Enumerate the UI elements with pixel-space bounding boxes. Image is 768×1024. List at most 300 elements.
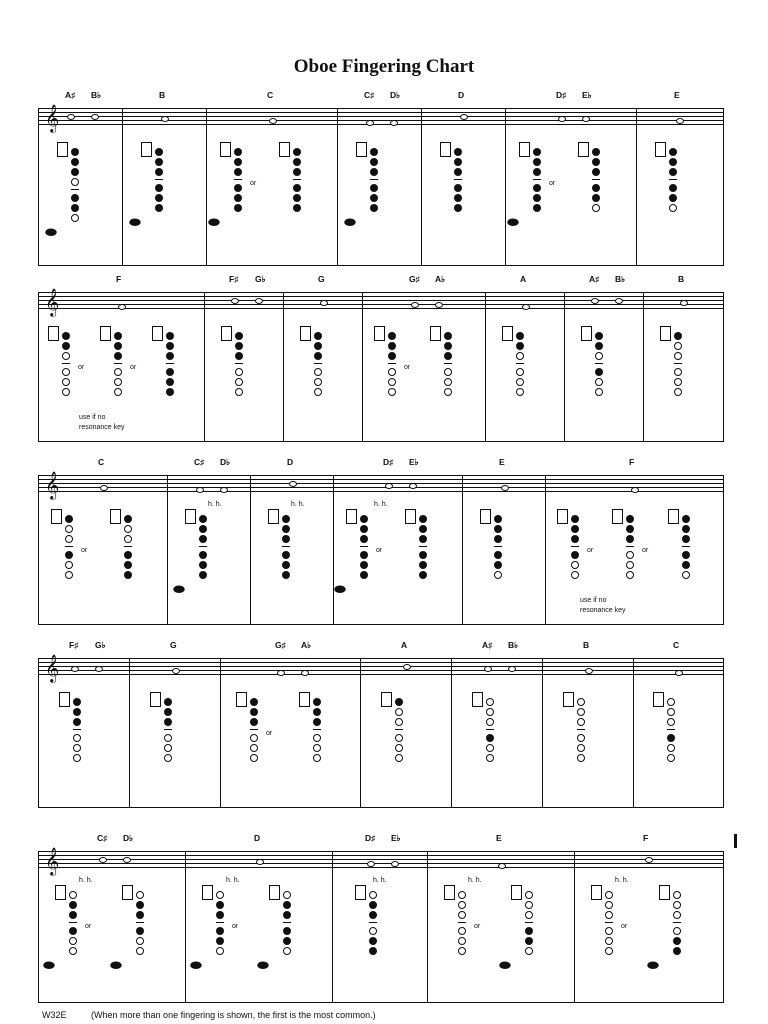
note-name: C♯ (97, 833, 108, 843)
staff-line (334, 483, 462, 484)
staff-line (221, 670, 360, 671)
closed-hole-icon (155, 204, 163, 212)
half-hole-label: h. h. (615, 877, 629, 884)
closed-hole-icon (369, 901, 377, 909)
staff-line (546, 479, 723, 480)
low-key-icon: ⬬ (344, 215, 356, 231)
closed-hole-icon (235, 342, 243, 350)
whole-note-icon (99, 857, 107, 863)
note-cell (333, 833, 428, 1002)
whole-note-icon (460, 114, 468, 120)
closed-hole-icon (216, 937, 224, 945)
low-key-icon: ⬬ (190, 958, 202, 974)
open-hole-icon (667, 744, 675, 752)
hand-divider (283, 922, 291, 923)
hand-divider (595, 363, 603, 364)
closed-hole-icon (293, 168, 301, 176)
resonance-note: use if no (79, 414, 106, 421)
open-hole-icon (235, 388, 243, 396)
octave-key-icon (48, 326, 59, 341)
staff-line (207, 112, 337, 113)
note-cell (39, 274, 205, 441)
chart-row (38, 274, 724, 442)
hand-divider (62, 363, 70, 364)
staff-line (205, 292, 283, 293)
staff-line (130, 666, 220, 667)
low-key-icon: ⬬ (110, 958, 122, 974)
treble-clef-icon: 𝄞 (45, 847, 60, 875)
closed-hole-icon (164, 698, 172, 706)
staff-line (637, 124, 723, 125)
closed-hole-icon (682, 515, 690, 523)
closed-hole-icon (682, 551, 690, 559)
whole-note-icon (591, 298, 599, 304)
note-name: F (116, 274, 122, 284)
staff-line (334, 475, 462, 476)
closed-hole-icon (216, 927, 224, 935)
note-name: D♯ (383, 457, 394, 467)
hand-divider (577, 729, 585, 730)
closed-hole-icon (525, 937, 533, 945)
closed-hole-icon (669, 184, 677, 192)
octave-key-icon (591, 885, 602, 900)
open-hole-icon (667, 754, 675, 762)
closed-hole-icon (69, 927, 77, 935)
hand-divider (419, 546, 427, 547)
half-hole-label: h. h. (468, 877, 482, 884)
low-key-icon: ⬬ (257, 958, 269, 974)
octave-key-icon (660, 326, 671, 341)
octave-key-icon (578, 142, 589, 157)
staff-line (168, 479, 250, 480)
whole-note-icon (676, 118, 684, 124)
closed-hole-icon (65, 515, 73, 523)
closed-hole-icon (494, 561, 502, 569)
page-title: Oboe Fingering Chart (293, 56, 475, 77)
open-hole-icon (458, 947, 466, 955)
staff-line (506, 120, 636, 121)
closed-hole-icon (283, 927, 291, 935)
staff-line (575, 851, 723, 852)
closed-hole-icon (533, 194, 541, 202)
whole-note-icon (390, 120, 398, 126)
open-hole-icon (525, 891, 533, 899)
staff-line (363, 304, 485, 305)
closed-hole-icon (360, 535, 368, 543)
octave-key-icon (57, 142, 68, 157)
hand-divider (486, 729, 494, 730)
staff (565, 292, 643, 312)
staff-line (637, 112, 723, 113)
open-hole-icon (525, 947, 533, 955)
whole-note-icon (435, 302, 443, 308)
whole-note-icon (301, 670, 309, 676)
staff-line (39, 292, 204, 293)
half-hole-label: h. h. (208, 501, 222, 508)
open-hole-icon (605, 901, 613, 909)
whole-note-icon (366, 120, 374, 126)
closed-hole-icon (494, 535, 502, 543)
closed-hole-icon (516, 332, 524, 340)
resonance-note: resonance key (79, 424, 125, 431)
staff-line (422, 108, 505, 109)
staff-line (565, 308, 643, 309)
octave-key-icon (300, 326, 311, 341)
octave-key-icon (405, 509, 416, 524)
staff-line (251, 491, 333, 492)
closed-hole-icon (155, 148, 163, 156)
note-name: E♭ (409, 457, 419, 467)
open-hole-icon (314, 388, 322, 396)
open-hole-icon (124, 535, 132, 543)
open-hole-icon (667, 708, 675, 716)
octave-key-icon (440, 142, 451, 157)
staff-line (486, 300, 564, 301)
closed-hole-icon (388, 342, 396, 350)
note-name: E (496, 833, 502, 843)
staff-line (637, 116, 723, 117)
whole-note-icon (231, 298, 239, 304)
closed-hole-icon (626, 535, 634, 543)
closed-hole-icon (419, 561, 427, 569)
note-name: E (499, 457, 505, 467)
closed-hole-icon (234, 204, 242, 212)
octave-key-icon (502, 326, 513, 341)
hand-divider (282, 546, 290, 547)
closed-hole-icon (282, 515, 290, 523)
whole-note-icon (172, 668, 180, 674)
whole-note-icon (118, 304, 126, 310)
staff-line (452, 666, 542, 667)
hand-divider (71, 189, 79, 190)
low-key-icon: ⬬ (507, 215, 519, 231)
octave-key-icon (51, 509, 62, 524)
whole-note-icon (391, 861, 399, 867)
closed-hole-icon (155, 184, 163, 192)
closed-hole-icon (114, 352, 122, 360)
staff-line (565, 300, 643, 301)
note-name: F (643, 833, 649, 843)
open-hole-icon (595, 378, 603, 386)
closed-hole-icon (235, 352, 243, 360)
whole-note-icon (95, 666, 103, 672)
hand-divider (124, 546, 132, 547)
closed-hole-icon (164, 708, 172, 716)
closed-hole-icon (314, 352, 322, 360)
open-hole-icon (571, 561, 579, 569)
closed-hole-icon (71, 158, 79, 166)
open-hole-icon (673, 927, 681, 935)
or-label: or (266, 730, 273, 737)
staff-line (123, 124, 206, 125)
note-name: B♭ (615, 274, 626, 284)
closed-hole-icon (234, 148, 242, 156)
open-hole-icon (369, 891, 377, 899)
staff-line (333, 855, 427, 856)
open-hole-icon (674, 388, 682, 396)
note-name: C♯ (364, 90, 375, 100)
resonance-note: resonance key (580, 607, 626, 614)
closed-hole-icon (65, 551, 73, 559)
staff-line (333, 859, 427, 860)
closed-hole-icon (454, 184, 462, 192)
octave-key-icon (519, 142, 530, 157)
staff-line (123, 108, 206, 109)
staff-line (251, 475, 333, 476)
low-key-icon: ⬬ (499, 958, 511, 974)
octave-key-icon (655, 142, 666, 157)
closed-hole-icon (669, 148, 677, 156)
note-name: A (520, 274, 527, 284)
open-hole-icon (516, 352, 524, 360)
closed-hole-icon (419, 525, 427, 533)
note-cell (486, 274, 565, 441)
staff-line (565, 304, 643, 305)
note-cell (634, 640, 723, 807)
closed-hole-icon (592, 168, 600, 176)
open-hole-icon (388, 378, 396, 386)
closed-hole-icon (114, 332, 122, 340)
low-key-icon: ⬬ (334, 582, 346, 598)
footer-code: W32E (42, 1010, 67, 1020)
octave-key-icon (557, 509, 568, 524)
closed-hole-icon (199, 571, 207, 579)
open-hole-icon (395, 754, 403, 762)
staff-line (543, 666, 633, 667)
whole-note-icon (289, 481, 297, 487)
staff-line (123, 112, 206, 113)
closed-hole-icon (314, 332, 322, 340)
staff-line (338, 124, 421, 125)
closed-hole-icon (494, 551, 502, 559)
closed-hole-icon (360, 571, 368, 579)
hand-divider (494, 546, 502, 547)
open-hole-icon (626, 551, 634, 559)
staff-line (207, 124, 337, 125)
staff-line (251, 479, 333, 480)
open-hole-icon (682, 571, 690, 579)
staff-line (39, 300, 204, 301)
staff-line (39, 851, 185, 852)
staff-line (634, 658, 723, 659)
note-name: E♭ (582, 90, 592, 100)
staff-line (363, 296, 485, 297)
open-hole-icon (395, 718, 403, 726)
octave-key-icon (221, 326, 232, 341)
hand-divider (370, 179, 378, 180)
note-cell (205, 274, 284, 441)
octave-key-icon (269, 885, 280, 900)
octave-key-icon (150, 692, 161, 707)
closed-hole-icon (73, 718, 81, 726)
open-hole-icon (458, 927, 466, 935)
staff-line (168, 491, 250, 492)
closed-hole-icon (234, 194, 242, 202)
note-cell (546, 457, 723, 624)
staff-line (251, 487, 333, 488)
staff-line (361, 674, 451, 675)
open-hole-icon (458, 901, 466, 909)
or-label: or (621, 923, 628, 930)
whole-note-icon (255, 298, 263, 304)
hand-divider (216, 922, 224, 923)
hand-divider (516, 363, 524, 364)
staff-line (428, 859, 574, 860)
closed-hole-icon (419, 571, 427, 579)
closed-hole-icon (216, 901, 224, 909)
whole-note-icon (220, 487, 228, 493)
hand-divider (73, 729, 81, 730)
closed-hole-icon (313, 718, 321, 726)
half-hole-label: h. h. (373, 877, 387, 884)
or-label: or (642, 547, 649, 554)
staff-line (130, 674, 220, 675)
open-hole-icon (458, 891, 466, 899)
open-hole-icon (65, 561, 73, 569)
note-name: G (318, 274, 325, 284)
hand-divider (669, 179, 677, 180)
hand-divider (454, 179, 462, 180)
open-hole-icon (314, 378, 322, 386)
octave-key-icon (374, 326, 385, 341)
whole-note-icon (675, 670, 683, 676)
closed-hole-icon (369, 937, 377, 945)
note-cell (338, 90, 422, 265)
open-hole-icon (577, 698, 585, 706)
whole-note-icon (411, 302, 419, 308)
hand-divider (235, 363, 243, 364)
whole-note-icon (367, 861, 375, 867)
closed-hole-icon (282, 525, 290, 533)
closed-hole-icon (124, 561, 132, 569)
note-name: C (98, 457, 105, 467)
note-name: G♭ (95, 640, 106, 650)
open-hole-icon (444, 368, 452, 376)
closed-hole-icon (533, 184, 541, 192)
closed-hole-icon (293, 148, 301, 156)
octave-key-icon (381, 692, 392, 707)
closed-hole-icon (114, 342, 122, 350)
octave-key-icon (268, 509, 279, 524)
closed-hole-icon (682, 561, 690, 569)
staff-line (644, 308, 723, 309)
open-hole-icon (605, 891, 613, 899)
half-hole-label: h. h. (374, 501, 388, 508)
open-hole-icon (250, 734, 258, 742)
closed-hole-icon (370, 168, 378, 176)
staff-line (168, 475, 250, 476)
note-name: B (159, 90, 166, 100)
octave-key-icon (141, 142, 152, 157)
open-hole-icon (674, 342, 682, 350)
whole-note-icon (123, 857, 131, 863)
open-hole-icon (577, 754, 585, 762)
closed-hole-icon (592, 158, 600, 166)
staff-line (575, 855, 723, 856)
note-name: F♯ (229, 274, 239, 284)
closed-hole-icon (73, 708, 81, 716)
open-hole-icon (673, 891, 681, 899)
open-hole-icon (395, 734, 403, 742)
open-hole-icon (577, 734, 585, 742)
note-cell (39, 90, 123, 265)
low-key-icon: ⬬ (45, 225, 57, 241)
staff-line (221, 666, 360, 667)
closed-hole-icon (71, 204, 79, 212)
whole-note-icon (256, 859, 264, 865)
staff-line (205, 304, 283, 305)
staff (205, 292, 283, 312)
or-label: or (250, 180, 257, 187)
staff-line (338, 108, 421, 109)
closed-hole-icon (571, 525, 579, 533)
open-hole-icon (571, 571, 579, 579)
closed-hole-icon (360, 561, 368, 569)
staff-line (333, 851, 427, 852)
open-hole-icon (525, 911, 533, 919)
closed-hole-icon (595, 368, 603, 376)
staff (39, 104, 122, 132)
open-hole-icon (164, 754, 172, 762)
note-name: A♯ (482, 640, 493, 650)
open-hole-icon (667, 718, 675, 726)
staff-line (39, 863, 185, 864)
note-cell (575, 833, 723, 1002)
closed-hole-icon (454, 204, 462, 212)
margin-mark (734, 834, 737, 848)
closed-hole-icon (293, 204, 301, 212)
open-hole-icon (136, 937, 144, 945)
or-label: or (85, 923, 92, 930)
open-hole-icon (458, 911, 466, 919)
octave-key-icon (299, 692, 310, 707)
open-hole-icon (71, 178, 79, 186)
staff-line (565, 296, 643, 297)
whole-note-icon (161, 116, 169, 122)
staff (221, 658, 360, 678)
note-name: A♭ (301, 640, 312, 650)
closed-hole-icon (533, 204, 541, 212)
note-name: G♭ (255, 274, 266, 284)
closed-hole-icon (166, 388, 174, 396)
closed-hole-icon (595, 342, 603, 350)
hand-divider (533, 179, 541, 180)
open-hole-icon (577, 744, 585, 752)
open-hole-icon (626, 561, 634, 569)
note-cell (644, 274, 723, 441)
staff-line (168, 483, 250, 484)
staff-line (452, 662, 542, 663)
open-hole-icon (69, 947, 77, 955)
note-name: D (254, 833, 261, 843)
chart-row (38, 457, 724, 625)
hand-divider (682, 546, 690, 547)
octave-key-icon (653, 692, 664, 707)
staff-line (452, 658, 542, 659)
staff-line (334, 479, 462, 480)
treble-clef-icon: 𝄞 (45, 654, 60, 682)
closed-hole-icon (71, 168, 79, 176)
staff (333, 851, 427, 871)
closed-hole-icon (234, 158, 242, 166)
staff-line (186, 851, 332, 852)
closed-hole-icon (155, 194, 163, 202)
note-cell (361, 640, 452, 807)
staff-line (637, 108, 723, 109)
closed-hole-icon (250, 708, 258, 716)
closed-hole-icon (667, 734, 675, 742)
staff-line (486, 296, 564, 297)
